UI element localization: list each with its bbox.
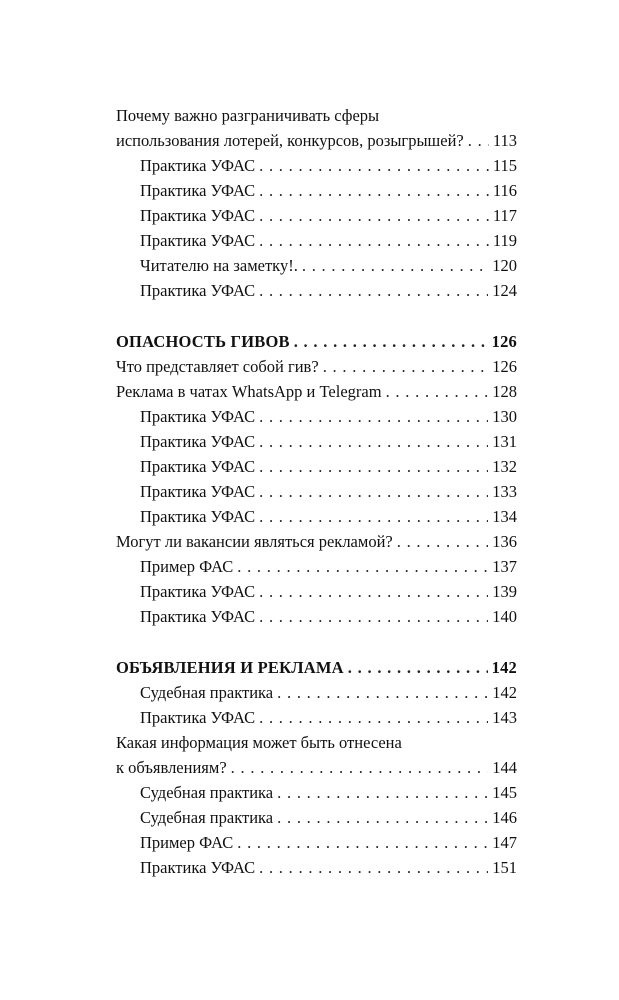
toc-entry-title: Реклама в чатах WhatsApp и Telegram — [116, 382, 382, 401]
toc-leader-dots — [259, 178, 489, 203]
toc-entry — [116, 379, 517, 404]
toc-page-number: 139 — [492, 582, 517, 601]
toc-chapter-heading — [116, 655, 517, 680]
toc-page-number: 116 — [492, 181, 517, 200]
toc-page-number: 143 — [492, 708, 517, 727]
toc-page-number: 145 — [492, 783, 517, 802]
toc-entry — [116, 354, 517, 379]
toc-entry — [140, 504, 517, 529]
toc-leader-dots — [259, 454, 488, 479]
toc-entry — [140, 780, 517, 805]
toc-leader-dots — [277, 680, 488, 705]
toc-entry-title: Что представляет собой гив? — [116, 357, 319, 376]
toc-page-number: 134 — [492, 507, 517, 526]
toc-leader-dots — [294, 329, 488, 354]
toc-entry-title: Практика УФАС — [140, 206, 256, 225]
toc-entry-title: Могут ли вакансии являться рекламой? — [116, 532, 393, 551]
toc-leader-dots — [259, 404, 488, 429]
toc-entry — [140, 805, 517, 830]
toc-entry-title: Практика УФАС — [140, 607, 256, 626]
toc-leader-dots — [259, 153, 489, 178]
toc-page-number: 119 — [492, 231, 517, 250]
toc-entry-title: Практика УФАС — [140, 231, 256, 250]
toc-page-number: 131 — [492, 432, 517, 451]
toc-entry-title: Пример ФАС — [140, 557, 234, 576]
toc-entry — [140, 680, 517, 705]
toc-entry — [140, 479, 517, 504]
toc-page-number: 130 — [492, 407, 517, 426]
toc-leader-dots — [259, 479, 488, 504]
toc-leader-dots — [259, 604, 488, 629]
toc-entry-title: Судебная практика — [140, 808, 274, 827]
toc-page-number: 113 — [492, 131, 517, 150]
toc-leader-dots — [323, 354, 489, 379]
toc-entry — [140, 153, 517, 178]
toc-leader-dots — [259, 504, 488, 529]
toc-entry — [140, 454, 517, 479]
toc-entry-title: Пример ФАС — [140, 833, 234, 852]
toc-leader-dots — [259, 203, 489, 228]
toc-entry-title: Практика УФАС — [140, 482, 256, 501]
toc-entry-title: Практика УФАС — [140, 407, 256, 426]
toc-entry-title: Практика УФАС — [140, 582, 256, 601]
toc-page-number: 144 — [492, 758, 517, 777]
toc-entry-title: Читателю на заметку!. — [140, 256, 298, 275]
toc-leader-dots — [277, 805, 488, 830]
toc-entry — [116, 730, 517, 755]
toc-entry-title: использования лотерей, конкурсов, розыгрышей? — [116, 131, 464, 150]
toc-entry-title: Почему важно разграничивать сферы — [116, 106, 380, 125]
toc-entry-title: Практика УФАС — [140, 708, 256, 727]
toc-page-number: 126 — [492, 357, 517, 376]
toc-page-number: 142 — [491, 658, 517, 677]
toc-page-number: 151 — [492, 858, 517, 877]
toc-leader-dots — [231, 755, 489, 780]
toc-entry — [116, 529, 517, 554]
toc-entry — [140, 429, 517, 454]
toc-page-number: 140 — [492, 607, 517, 626]
toc-leader-dots — [259, 579, 488, 604]
toc-page-number: 124 — [492, 281, 517, 300]
toc-entry-title: Практика УФАС — [140, 281, 256, 300]
toc-page-number: 147 — [492, 833, 517, 852]
toc-entry — [140, 554, 517, 579]
toc-leader-dots — [259, 278, 488, 303]
toc-entry-title: Практика УФАС — [140, 457, 256, 476]
toc-entry — [116, 103, 517, 128]
toc-entry — [140, 830, 517, 855]
toc-entry-title: Практика УФАС — [140, 858, 256, 877]
toc-leader-dots — [259, 705, 488, 730]
toc-entry — [140, 228, 517, 253]
toc-entry — [140, 253, 517, 278]
toc-entry-title: Какая информация может быть отнесена — [116, 733, 402, 752]
toc-leader-dots — [237, 830, 488, 855]
toc-entry — [116, 755, 517, 780]
toc-chapter-heading — [116, 329, 517, 354]
toc-page-number: 132 — [492, 457, 517, 476]
toc-entry — [140, 604, 517, 629]
toc-page-number: 128 — [492, 382, 517, 401]
toc-page-number: 146 — [492, 808, 517, 827]
toc-entry-title: Практика УФАС — [140, 181, 256, 200]
toc-page-number: 133 — [492, 482, 517, 501]
toc-leader-dots — [277, 780, 488, 805]
toc-entry — [140, 278, 517, 303]
toc-leader-dots — [259, 429, 488, 454]
toc-entry — [140, 404, 517, 429]
toc-entry-title: Практика УФАС — [140, 507, 256, 526]
toc-entry-title: Судебная практика — [140, 683, 274, 702]
toc-page-number: 115 — [492, 156, 517, 175]
toc-entry — [140, 178, 517, 203]
toc-page-number: 126 — [491, 332, 517, 351]
toc-entry-title: ОБЪЯВЛЕНИЯ И РЕКЛАМА — [116, 658, 344, 677]
toc-page-number: 136 — [492, 532, 517, 551]
toc-leader-dots — [386, 379, 489, 404]
toc-entry-title: к объявлениям? — [116, 758, 227, 777]
toc-entry — [140, 203, 517, 228]
toc-entry — [140, 855, 517, 880]
toc-page-number: 137 — [492, 557, 517, 576]
toc-entry-title: ОПАСНОСТЬ ГИВОВ — [116, 332, 290, 351]
toc-page-number: 142 — [492, 683, 517, 702]
toc-leader-dots — [397, 529, 489, 554]
toc-leader-dots — [302, 253, 488, 278]
toc-leader-dots — [348, 655, 488, 680]
toc-entry — [140, 579, 517, 604]
toc-page-number: 120 — [492, 256, 517, 275]
toc-entry-title: Практика УФАС — [140, 156, 256, 175]
toc-leader-dots — [468, 128, 489, 153]
toc-page-number: 117 — [492, 206, 517, 225]
toc-entry-title: Судебная практика — [140, 783, 274, 802]
toc-leader-dots — [259, 228, 489, 253]
toc-leader-dots — [259, 855, 488, 880]
toc-leader-dots — [237, 554, 488, 579]
toc-entry — [140, 705, 517, 730]
toc-entry-title: Практика УФАС — [140, 432, 256, 451]
toc-entry — [116, 128, 517, 153]
